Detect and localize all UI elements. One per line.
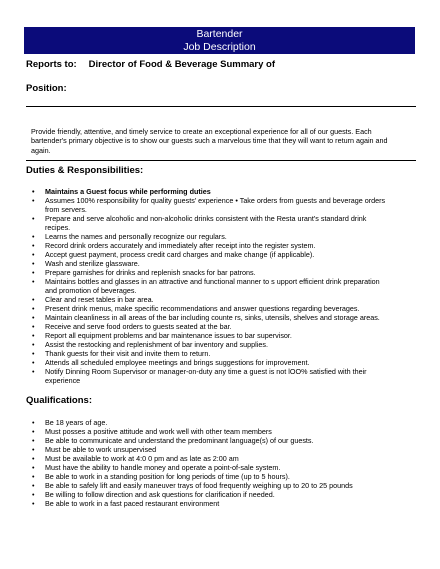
list-item: • Present drink menus, make specific recommendations and answer questions regarding beverages.: [32, 304, 392, 313]
list-item: • Thank guests for their visit and invite them to return.: [32, 349, 392, 358]
position-label: Position:: [26, 83, 67, 94]
list-item: • Clear and reset tables in bar area.: [32, 295, 392, 304]
divider: [26, 106, 416, 107]
list-item: • Must posses a positive attitude and work well with other team members: [32, 427, 402, 436]
list-item: • Notify Dinning Room Supervisor or manager-on-duty any time a guest is not lOO% satisfied with their experience: [32, 367, 392, 385]
list-item: • Prepare and serve alcoholic and non-alcoholic drinks consistent with the Resta urant's standard drink recipes.: [32, 214, 392, 232]
duties-heading: Duties & Responsibilities:: [26, 165, 144, 176]
list-item: • Maintains a Guest focus while performing duties: [32, 187, 392, 196]
duties-list: [32, 187, 392, 385]
list-item: • Must be able to work unsupervised: [32, 445, 402, 454]
list-item: • Assumes 100% responsibility for quality guests' experience • Take orders from guests and beverage orders from servers.: [32, 196, 392, 214]
list-item: • Be willing to follow direction and ask questions for clarification if needed.: [32, 490, 402, 499]
list-item: • Be able to communicate and understand the predominant language(s) of our guests.: [32, 436, 402, 445]
position-summary: Provide friendly, attentive, and timely service to create an exceptional experience for all of our guests. Each bartender's primary objective is to show our guests such a marvelous time that they will want to return again and again.: [31, 127, 388, 155]
list-item: • Maintain cleanliness in all areas of the bar including counte rs, sinks, utensils, shelves and storage areas.: [32, 313, 392, 322]
list-item: • Be able to work in a fast paced restaurant environment: [32, 499, 402, 508]
list-item: • Prepare garnishes for drinks and replenish snacks for bar patrons.: [32, 268, 392, 277]
list-item: • Maintains bottles and glasses in an attractive and functional manner to s upport efficient drink preparation and promotion of beverages.: [32, 277, 392, 295]
list-item: • Be able to work in a standing position for long periods of time (up to 5 hours).: [32, 472, 402, 481]
reports-to-label: Reports to:: [26, 59, 77, 70]
list-item: • Be 18 years of age.: [32, 418, 402, 427]
job-title-banner: [24, 27, 415, 54]
list-item: • Attends all scheduled employee meetings and brings suggestions for improvement.: [32, 358, 392, 367]
list-item: • Accept guest payment, process credit card charges and make change (if applicable).: [32, 250, 392, 259]
reports-to-line: [26, 59, 275, 70]
list-item: • Learns the names and personally recognize our regulars.: [32, 232, 392, 241]
list-item: • Receive and serve food orders to guests seated at the bar.: [32, 322, 392, 331]
divider: [26, 160, 416, 161]
job-title: Bartender: [196, 28, 243, 40]
list-item: • Assist the restocking and replenishment of bar inventory and supplies.: [32, 340, 392, 349]
list-item: • Record drink orders accurately and immediately after receipt into the register system.: [32, 241, 392, 250]
list-item: • Must be available to work at 4:0 0 pm and as late as 2:00 am: [32, 454, 402, 463]
job-subtitle: Job Description: [183, 40, 256, 53]
list-item: • Report all equipment problems and bar maintenance issues to bar supervisor.: [32, 331, 392, 340]
qualifications-heading: Qualifications:: [26, 395, 92, 406]
qualifications-list: [32, 418, 402, 508]
reports-to-value: Director of Food & Beverage Summary of: [88, 59, 276, 70]
list-item: • Wash and sterilize glassware.: [32, 259, 392, 268]
list-item: • Must have the ability to handle money and operate a point-of-sale system.: [32, 463, 402, 472]
list-item: • Be able to safely lift and easily maneuver trays of food frequently weighing up to 20 to 25 pounds: [32, 481, 402, 490]
